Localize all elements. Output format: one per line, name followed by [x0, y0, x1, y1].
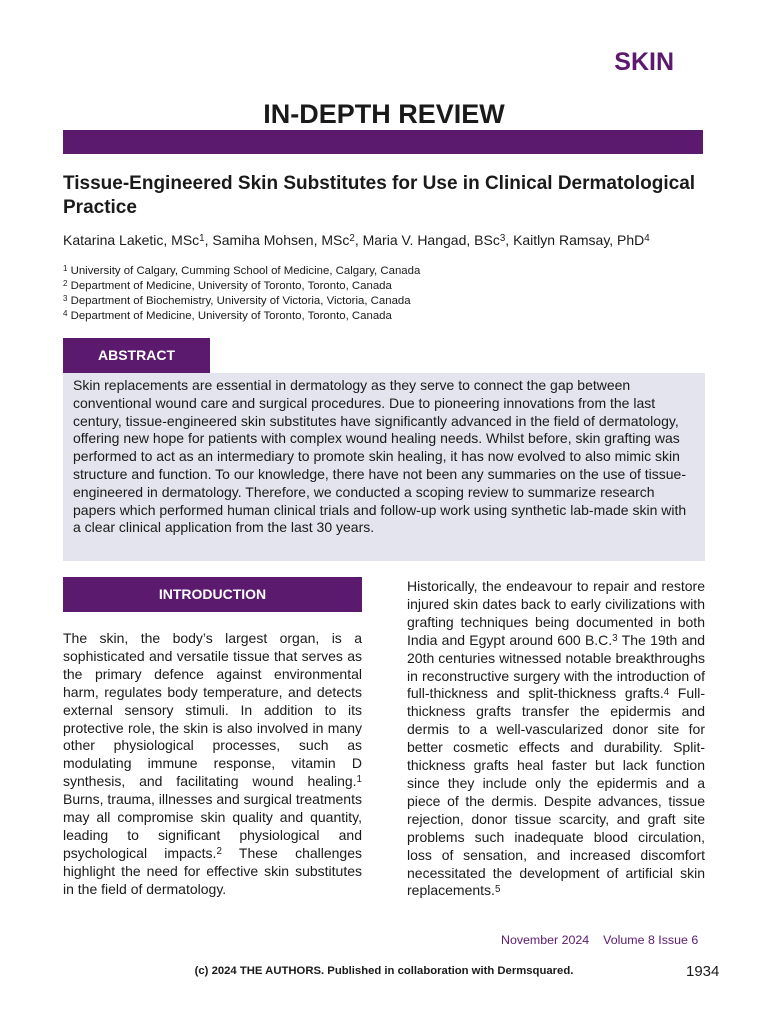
affiliation-number: 3: [63, 293, 68, 303]
issue-date: November 2024: [501, 933, 590, 947]
section-type-heading: IN-DEPTH REVIEW: [263, 99, 505, 129]
introduction-heading: INTRODUCTION: [63, 577, 362, 612]
affiliation-item: [63, 264, 703, 279]
journal-name: SKIN: [614, 48, 674, 76]
author-affiliation-mark: 3: [499, 233, 506, 245]
header-divider-bar: [63, 130, 703, 154]
citation-mark: 5: [494, 883, 501, 895]
body-text: Burns, trauma, illnesses and surgical treatments may all compromise skin quality and quantity, leading to significant physiological and psychological impacts.: [63, 791, 362, 861]
author-list: Katarina Laketic, MSc$^1$, Samiha Mohsen, MSc$^2$, Maria V. Hangad, BSc$^3$, Kaitlyn Ramsay, PhD$^4$: [63, 232, 650, 248]
citation-mark: 4: [663, 686, 670, 698]
author-affiliation-mark: 4: [644, 233, 650, 245]
affiliation-text: Department of Medicine, University of Toronto, Toronto, Canada: [70, 310, 392, 322]
citation-mark: 2: [216, 845, 222, 857]
body-text: Full-thickness grafts transfer the epidermis and dermis to a well-vascularized donor site for better cosmetic effects and durability. Split-thickness grafts heal faster but lack function since they include only the epidermis and a piece of the dermis. Despite advances, tissue rejection, donor tissue scarcity, and graft site problems such inadequate blood circulation, loss of sensation, and increased discomfort necessitated the development of artificial skin replacements.: [407, 685, 705, 899]
affiliation-item: [63, 294, 703, 309]
issue-info: [501, 933, 698, 947]
author-name: Kaitlyn Ramsay, PhD: [513, 232, 645, 248]
body-text: Historically, the endeavour to repair and restore injured skin dates back to early civilizations with grafting techniques being documented in both India and Egypt around 600 B.C.: [407, 578, 705, 648]
citation-mark: 1: [356, 774, 362, 786]
introduction-left-column: [63, 630, 362, 899]
copyright-notice: (c) 2024 THE AUTHORS. Published in collaboration with Dermsquared.: [194, 965, 574, 977]
affiliation-text: Department of Medicine, University of Toronto, Toronto, Canada: [70, 280, 392, 292]
author-affiliation-mark: 1: [199, 233, 205, 245]
author-name: Samiha Mohsen, MSc: [212, 232, 350, 248]
author-affiliation-mark: 2: [349, 233, 355, 245]
affiliation-text: University of Calgary, Cumming School of Medicine, Calgary, Canada: [70, 265, 421, 277]
article-title: Tissue-Engineered Skin Substitutes for Use in Clinical Dermatological Practice: [63, 173, 696, 218]
author-name: Katarina Laketic, MSc: [63, 232, 200, 248]
affiliation-text: Department of Biochemistry, University of Victoria, Victoria, Canada: [70, 295, 411, 307]
citation-mark: 3: [612, 632, 618, 644]
abstract-text: Skin replacements are essential in dermatology as they serve to connect the gap between conventional wound care and surgical procedures. Due to pioneering innovations from the last century, tissue-engineered skin substitutes have significantly advanced in the field of dermatology, offering new hope for patients with complex wound healing needs. Whilst before, skin grafting was performed to act as an intermediary to promote skin healing, it has now evolved to also mimic skin structure and function. To our knowledge, there have not been any summaries on the use of tissue-engineered in dermatology. Therefore, we conducted a scoping review to summarize research papers which performed human clinical trials and follow-up work using synthetic lab-made skin with a clear clinical application from the last 30 years.: [63, 373, 705, 561]
abstract-heading: ABSTRACT: [63, 338, 210, 373]
issue-volume: Volume 8 Issue 6: [603, 933, 699, 947]
affiliation-number: 1: [63, 263, 68, 273]
body-text: The 19th and 20th centuries witnessed notable breakthroughs in reconstructive surgery with the introduction of full-thickness and split-thickness grafts.: [407, 631, 705, 702]
body-text: These challenges highlight the need for effective skin substitutes in the field of dermatology.: [63, 844, 363, 897]
affiliation-item: [63, 309, 703, 324]
affiliation-list: [63, 264, 703, 324]
introduction-right-column: [407, 578, 705, 900]
author-name: Maria V. Hangad, BSc: [362, 232, 500, 248]
affiliation-number: 4: [63, 308, 68, 318]
affiliation-number: 2: [63, 278, 68, 288]
body-text: The skin, the body’s largest organ, is a sophisticated and versatile tissue that serves as the primary defence against environmental harm, regulates body temperature, and detects external sensory stimuli. In addition to its protective role, the skin is also involved in many other physiological processes, such as modulating immune response, vitamin D synthesis, and facilitating wound healing.: [63, 630, 362, 790]
affiliation-item: [63, 279, 703, 294]
page-number: 1934: [686, 963, 720, 980]
